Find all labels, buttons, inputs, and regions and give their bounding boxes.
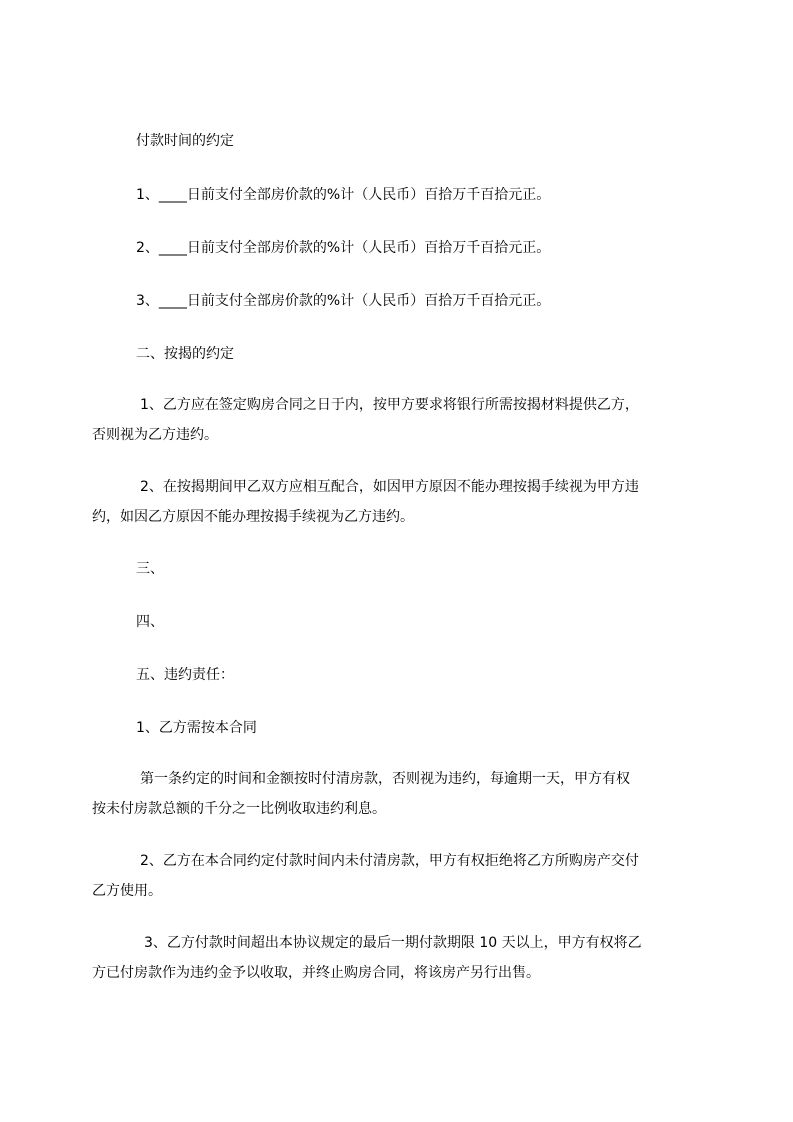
mortgage-clause-2 bbox=[92, 472, 726, 532]
breach-clause-1-line1: 第一条约定的时间和金额按时付清房款，否则视为违约，每逾期一天，甲方有权 bbox=[140, 771, 630, 787]
section-three: 三、 bbox=[136, 561, 164, 577]
mortgage-clause-2-line1: 2、在按揭期间甲乙双方应相互配合，如因甲方原因不能办理按揭手续视为甲方违 bbox=[140, 479, 639, 495]
heading-payment-time: 付款时间的约定 bbox=[136, 133, 234, 149]
mortgage-clause-1 bbox=[92, 390, 726, 450]
breach-clause-1 bbox=[92, 764, 726, 824]
breach-clause-3 bbox=[92, 928, 726, 988]
heading-mortgage: 二、按揭的约定 bbox=[136, 346, 234, 362]
breach-clause-2-line2: 乙方使用。 bbox=[92, 883, 162, 899]
mortgage-clause-2-line2: 约，如因乙方原因不能办理按揭手续视为乙方违约。 bbox=[92, 509, 414, 525]
mortgage-clause-1-line1: 1、乙方应在签定购房合同之日于内，按甲方要求将银行所需按揭材料提供乙方， bbox=[140, 397, 639, 413]
breach-clause-3-line2: 方已付房款作为违约金予以收取，并终止购房合同，将该房产另行出售。 bbox=[92, 965, 540, 981]
breach-clause-1-line2: 按未付房款总额的千分之一比例收取违约利息。 bbox=[92, 801, 386, 817]
payment-item-3: 3、____日前支付全部房价款的%计（人民币）百拾万千百拾元正。 bbox=[136, 293, 551, 309]
breach-clause-3-line1: 3、乙方付款时间超出本协议规定的最后一期付款期限 10 天以上，甲方有权将乙 bbox=[144, 935, 642, 951]
payment-item-2: 2、____日前支付全部房价款的%计（人民币）百拾万千百拾元正。 bbox=[136, 240, 551, 256]
breach-item-1: 1、乙方需按本合同 bbox=[136, 720, 257, 736]
heading-breach-liability: 五、违约责任： bbox=[136, 667, 234, 683]
mortgage-clause-1-line2: 否则视为乙方违约。 bbox=[92, 427, 218, 443]
section-four: 四、 bbox=[136, 614, 164, 630]
breach-clause-2-line1: 2、乙方在本合同约定付款时间内未付清房款，甲方有权拒绝将乙方所购房产交付 bbox=[140, 853, 639, 869]
breach-clause-2 bbox=[92, 846, 726, 906]
payment-item-1: 1、____日前支付全部房价款的%计（人民币）百拾万千百拾元正。 bbox=[136, 187, 551, 203]
